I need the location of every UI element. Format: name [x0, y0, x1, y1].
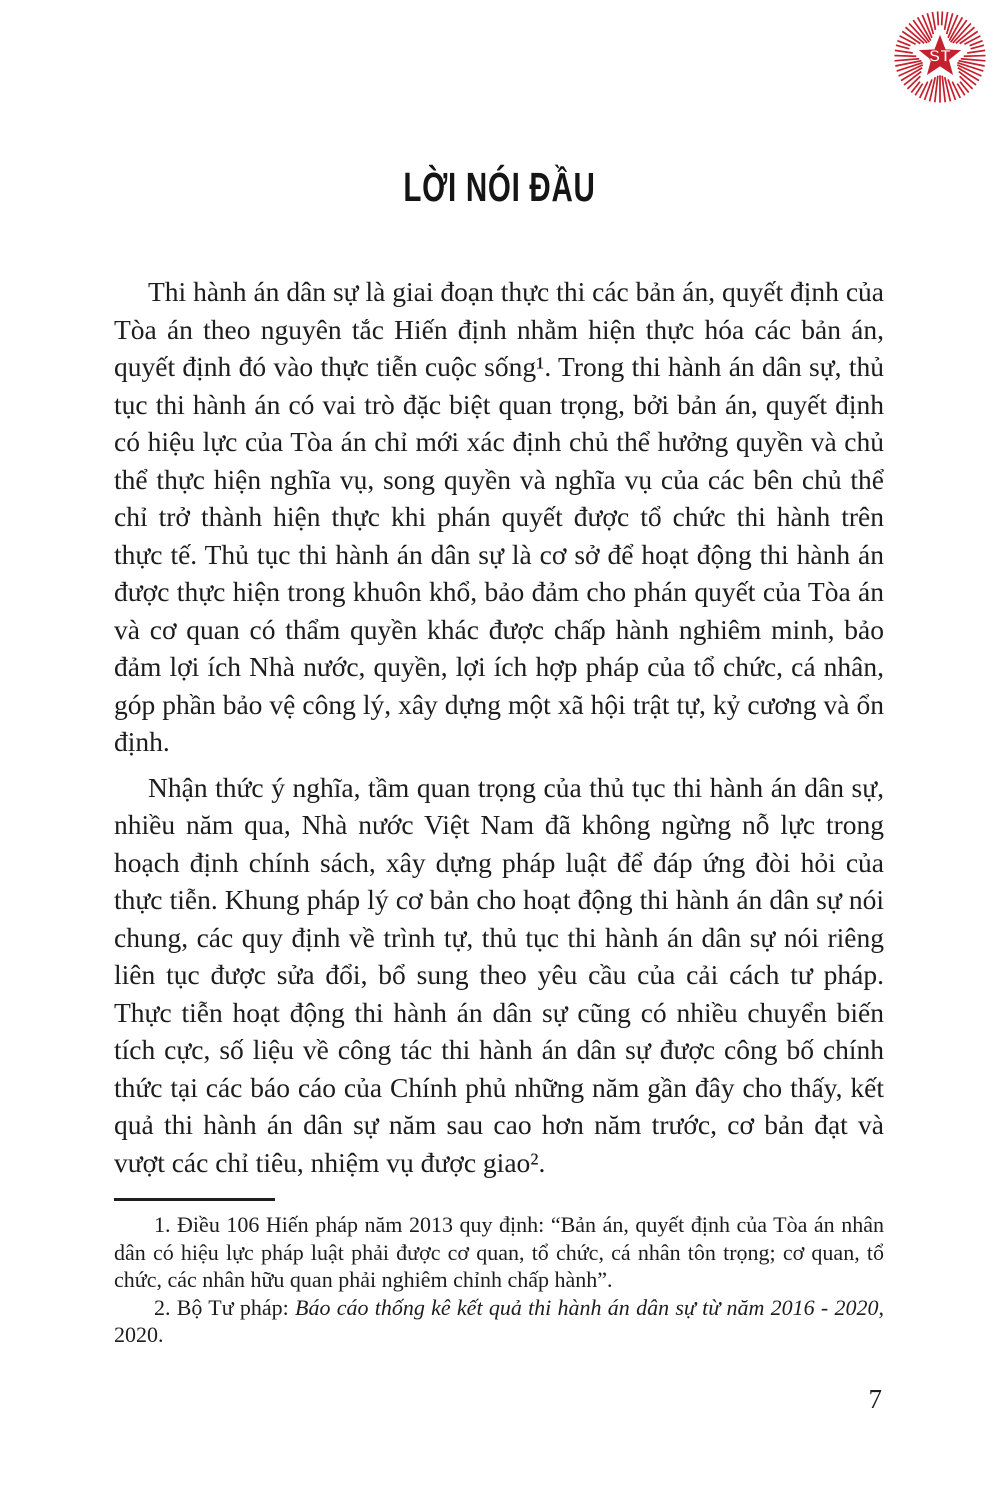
- page-number: 7: [868, 1384, 882, 1414]
- footnote-2-prefix: 2. Bộ Tư pháp:: [154, 1294, 296, 1320]
- publisher-star-icon: [892, 5, 988, 109]
- logo-monogram: ST: [929, 47, 951, 66]
- footnote-2: [114, 1294, 884, 1349]
- footnotes-block: [114, 1211, 884, 1349]
- body-text: [114, 273, 884, 1181]
- paragraph-2: Nhận thức ý nghĩa, tầm quan trọng của thủ tục thi hành án dân sự, nhiều năm qua, Nhà nước Việt Nam đã không ngừng nỗ lực trong hoạch định chính sách, xây dựng pháp luật để đáp ứng đòi hỏi của thực tiễn. Khung pháp lý cơ bản cho hoạt động thi hành án dân sự nói chung, các quy định về trình tự, thủ tục thi hành án dân sự nói riêng liên tục được sửa đổi, bổ sung theo yêu cầu của cải cách tư pháp. Thực tiễn hoạt động thi hành án dân sự cũng có nhiều chuyển biến tích cực, số liệu về công tác thi hành án dân sự được công bố chính thức tại các báo cáo của Chính phủ những năm gần đây cho thấy, kết quả thi hành án dân sự năm sau cao hơn năm trước, cơ bản đạt và vượt các chỉ tiêu, nhiệm vụ được giao².: [114, 771, 884, 1178]
- footnote-2-work-title: Báo cáo thống kê kết quả thi hành án dân sự từ năm 2016 - 2020: [295, 1294, 879, 1320]
- page-title: [114, 165, 884, 209]
- paragraph-1: Thi hành án dân sự là giai đoạn thực thi các bản án, quyết định của Tòa án theo nguyên tắc Hiến định nhằm hiện thực hóa các bản án, quyết định đó vào thực tiễn cuộc sống¹. Trong thi hành án dân sự, thủ tục thi hành án có vai trò đặc biệt quan trọng, bởi bản án, quyết định có hiệu lực của Tòa án chỉ mới xác định chủ thể hưởng quyền và chủ thể thực hiện nghĩa vụ, song quyền và nghĩa vụ của các bên chủ thể chỉ trở thành hiện thực khi phán quyết được tổ chức thi hành trên thực tế. Thủ tục thi hành án dân sự là cơ sở để hoạt động thi hành án được thực hiện trong khuôn khổ, bảo đảm cho phán quyết của Tòa án và cơ quan có thẩm quyền khác được chấp hành nghiêm minh, bảo đảm lợi ích Nhà nước, quyền, lợi ích hợp pháp của tổ chức, cá nhân, góp phần bảo vệ công lý, xây dựng một xã hội trật tự, kỷ cương và ổn định.: [114, 276, 884, 757]
- footnote-2-suffix: , 2020.: [114, 1294, 884, 1347]
- publisher-logo: [892, 5, 988, 109]
- page-title-text: LỜI NÓI ĐẦU: [402, 164, 596, 210]
- footnote-1: 1. Điều 106 Hiến pháp năm 2013 quy định: “Bản án, quyết định của Tòa án nhân dân có hiệu lực pháp luật phải được cơ quan, tổ chức, cá nhân tôn trọng; cơ quan, tổ chức, các nhân hữu quan phải nghiêm chỉnh chấp hành”.: [114, 1212, 884, 1292]
- footnote-separator: [114, 1198, 275, 1201]
